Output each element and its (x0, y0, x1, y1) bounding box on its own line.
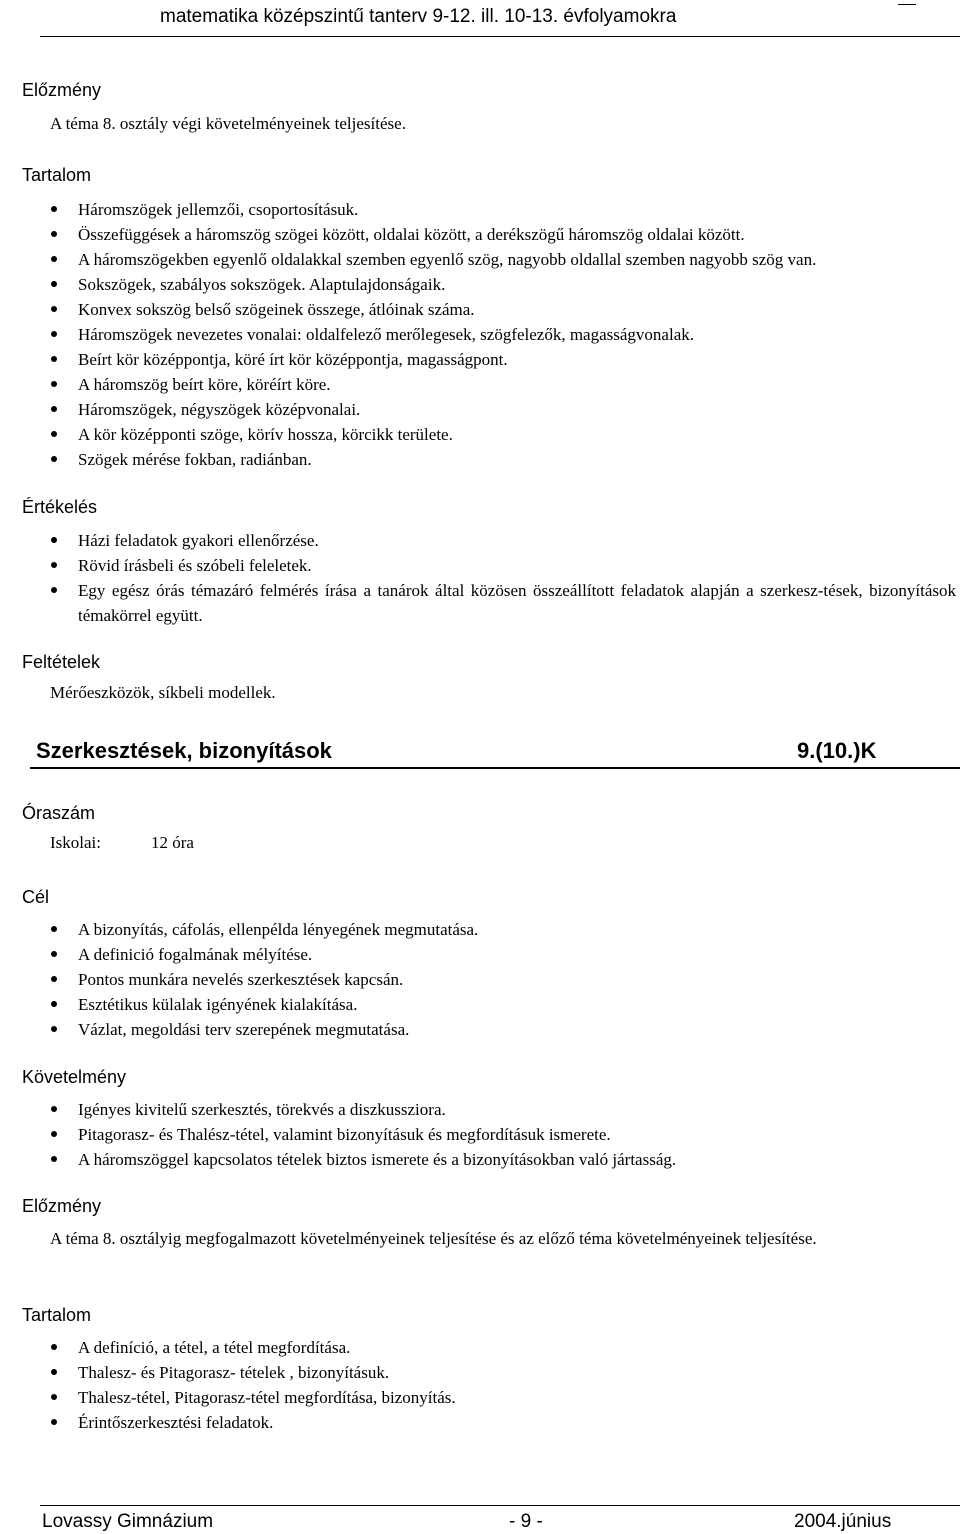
list-item: A háromszögekben egyenlő oldalakkal szemben egyenlő szög, nagyobb oldallal szemben nagyobb szög van. (0, 247, 956, 272)
list-item: Szögek mérése fokban, radiánban. (0, 447, 956, 472)
section-grade: 9.(10.)K (797, 738, 877, 763)
feltetelek-heading: Feltételek (22, 652, 101, 672)
list-item: Háromszögek jellemzői, csoportosításuk. (0, 197, 956, 222)
list-item: A háromszög beírt köre, köréírt köre. (0, 372, 956, 397)
elozmeny2-text: A téma 8. osztályig megfogalmazott követelményeinek teljesítése és az előző téma követelményeinek teljesítése. (50, 1229, 817, 1248)
footer-school: Lovassy Gimnázium (42, 1511, 214, 1532)
list-item: Sokszögek, szabályos sokszögek. Alaptulajdonságaik. (0, 272, 956, 297)
footer-rule (40, 1505, 960, 1506)
ertekeles-list (0, 528, 956, 628)
elozmeny2-heading: Előzmény (22, 1196, 102, 1216)
footer-date: 2004.június (794, 1511, 892, 1532)
list-item: Érintőszerkesztési feladatok. (0, 1410, 956, 1435)
header-rule (40, 36, 960, 37)
page-header (0, 0, 960, 38)
tartalom2-list (0, 1335, 956, 1435)
iskolai-label: Iskolai: (50, 833, 101, 852)
oraszam-heading: Óraszám (22, 803, 96, 823)
list-item: Háromszögek, négyszögek középvonalai. (0, 397, 956, 422)
list-item: Rövid írásbeli és szóbeli feleletek. (0, 553, 956, 578)
header-title: matematika középszintű tanterv 9-12. ill. 10-13. évfolyamokra (160, 6, 677, 27)
header-mark (898, 4, 916, 5)
footer-page-number: - 9 - (509, 1511, 543, 1532)
list-item: Konvex sokszög belső szögeinek összege, átlóinak száma. (0, 297, 956, 322)
elozmeny-text: A téma 8. osztály végi követelményeinek teljesítése. (50, 114, 406, 133)
list-item: Háromszögek nevezetes vonalai: oldalfelező merőlegesek, szögfelezők, magasságvonalak. (0, 322, 956, 347)
list-item: A háromszöggel kapcsolatos tételek biztos ismerete és a bizonyításokban való jártasság. (0, 1147, 956, 1172)
list-item: A bizonyítás, cáfolás, ellenpélda lényegének megmutatása. (0, 917, 956, 942)
list-item: A definíció, a tétel, a tétel megfordítása. (0, 1335, 956, 1360)
section-title: Szerkesztések, bizonyítások (36, 738, 332, 763)
list-item: Beírt kör középpontja, köré írt kör középpontja, magasságpont. (0, 347, 956, 372)
feltetelek-text: Mérőeszközök, síkbeli modellek. (50, 683, 276, 702)
ertekeles-heading: Értékelés (22, 497, 98, 517)
list-item: Pontos munkára nevelés szerkesztések kapcsán. (0, 967, 956, 992)
list-item: Vázlat, megoldási terv szerepének megmutatása. (0, 1017, 956, 1042)
iskolai-value: 12 óra (151, 833, 194, 852)
list-item: Esztétikus külalak igényének kialakítása. (0, 992, 956, 1017)
tartalom-heading: Tartalom (22, 165, 92, 185)
list-item: Thalesz-tétel, Pitagorasz-tétel megfordítása, bizonyítás. (0, 1385, 956, 1410)
list-item: Házi feladatok gyakori ellenőrzése. (0, 528, 956, 553)
list-item: A definició fogalmának mélyítése. (0, 942, 956, 967)
section-rule (30, 767, 960, 769)
list-item: Egy egész órás témazáró felmérés írása a tanárok által közösen összeállított feladatok alapján a szerkesz-tések, bizonyítások témakörrel együtt. (0, 578, 956, 628)
tartalom2-heading: Tartalom (22, 1305, 92, 1325)
elozmeny-heading: Előzmény (22, 80, 102, 100)
tartalom-list (0, 197, 956, 472)
cel-heading: Cél (22, 887, 50, 907)
list-item: Pitagorasz- és Thalész-tétel, valamint bizonyításuk és megfordításuk ismerete. (0, 1122, 956, 1147)
list-item: Thalesz- és Pitagorasz- tételek , bizonyításuk. (0, 1360, 956, 1385)
kovetelmeny-list (0, 1097, 956, 1172)
kovetelmeny-heading: Követelmény (22, 1067, 127, 1087)
cel-list (0, 917, 956, 1042)
list-item: Igényes kivitelű szerkesztés, törekvés a diszkussziora. (0, 1097, 956, 1122)
list-item: A kör középponti szöge, körív hossza, körcikk területe. (0, 422, 956, 447)
list-item: Összefüggések a háromszög szögei között, oldalai között, a derékszögű háromszög oldalai között. (0, 222, 956, 247)
